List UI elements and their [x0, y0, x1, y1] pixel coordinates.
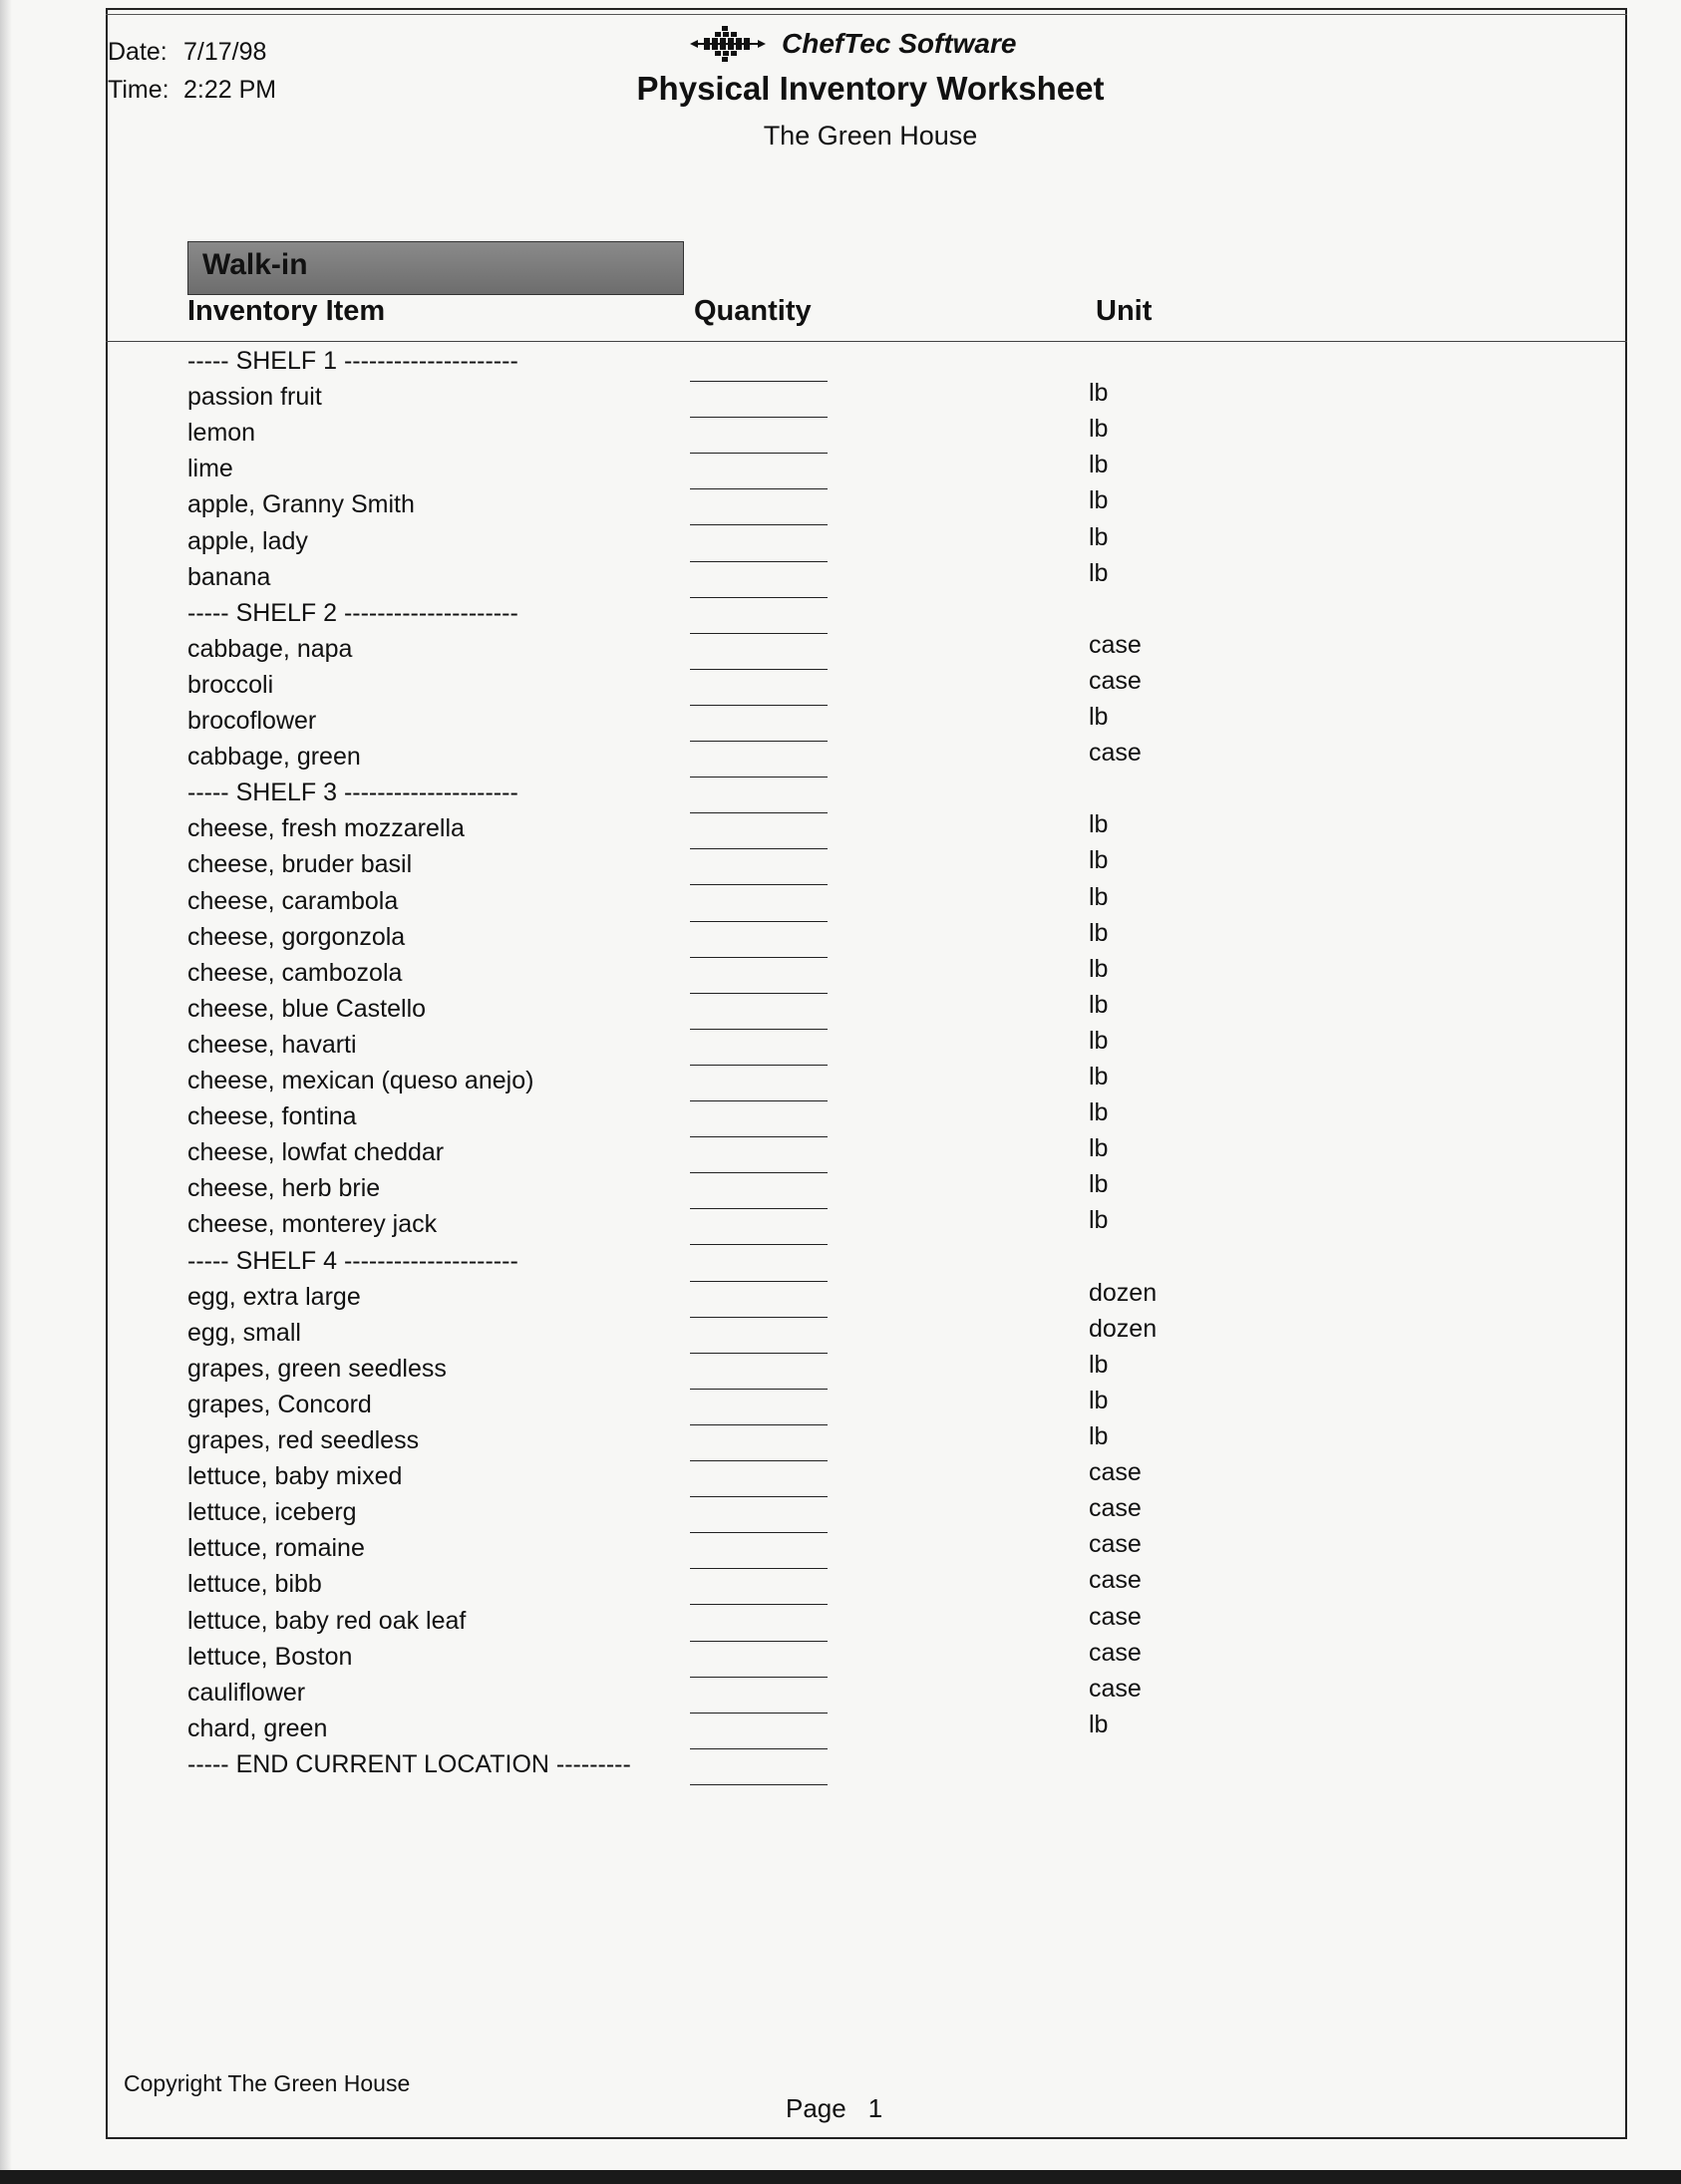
- quantity-entry-line[interactable]: [690, 993, 828, 994]
- page-subtitle: The Green House: [763, 121, 978, 151]
- quantity-entry-line[interactable]: [690, 705, 828, 706]
- inventory-unit: lb: [1089, 1134, 1109, 1163]
- inventory-unit: lb: [1089, 882, 1109, 911]
- table-row: [0, 846, 1681, 886]
- quantity-entry-line[interactable]: [690, 1353, 828, 1354]
- inventory-item-name: cheese, cambozola: [187, 958, 403, 987]
- quantity-entry-line[interactable]: [690, 524, 828, 525]
- inventory-unit: lb: [1089, 1206, 1109, 1235]
- table-row: [0, 954, 1681, 995]
- inventory-unit: lb: [1089, 379, 1109, 408]
- section-divider-row: [0, 1750, 1681, 1786]
- quantity-entry-line[interactable]: [690, 1496, 828, 1497]
- inventory-item-name: banana: [187, 562, 271, 591]
- inventory-unit: case: [1089, 630, 1142, 659]
- inventory-unit: case: [1089, 1602, 1142, 1631]
- table-row: [0, 1494, 1681, 1534]
- table-row: [0, 630, 1681, 671]
- inventory-unit: lb: [1089, 846, 1109, 875]
- quantity-entry-line[interactable]: [690, 1029, 828, 1030]
- quantity-entry-line[interactable]: [690, 561, 828, 562]
- inventory-item-name: lime: [187, 455, 233, 483]
- header-rule: [106, 341, 1627, 342]
- inventory-unit: case: [1089, 666, 1142, 695]
- page-label: Page: [786, 2093, 846, 2123]
- quantity-entry-line[interactable]: [690, 777, 828, 778]
- inventory-item-name: grapes, red seedless: [187, 1426, 420, 1454]
- inventory-item-name: cheese, havarti: [187, 1030, 357, 1059]
- table-row: [0, 1314, 1681, 1355]
- inventory-item-name: lettuce, baby mixed: [187, 1462, 403, 1491]
- inventory-unit: case: [1089, 1566, 1142, 1595]
- table-row: [0, 1674, 1681, 1715]
- inventory-item-name: ----- END CURRENT LOCATION ---------: [187, 1749, 631, 1778]
- inventory-unit: lb: [1089, 486, 1109, 515]
- table-row: [0, 990, 1681, 1031]
- brand-name: ChefTec Software: [782, 28, 1017, 59]
- table-row: [0, 918, 1681, 959]
- inventory-item-name: brocoflower: [187, 707, 317, 735]
- table-row: [0, 1206, 1681, 1246]
- inventory-item-name: grapes, Concord: [187, 1390, 372, 1418]
- table-row: [0, 451, 1681, 490]
- quantity-entry-line[interactable]: [690, 1389, 828, 1390]
- inventory-unit: case: [1089, 739, 1142, 768]
- inventory-unit: lb: [1089, 415, 1109, 444]
- table-row: [0, 415, 1681, 455]
- inventory-unit: lb: [1089, 522, 1109, 551]
- quantity-entry-line[interactable]: [690, 633, 828, 634]
- quantity-entry-line[interactable]: [690, 1641, 828, 1642]
- table-row: [0, 666, 1681, 707]
- table-row: [0, 558, 1681, 599]
- quantity-entry-line[interactable]: [690, 381, 828, 382]
- inventory-item-name: cheese, mexican (queso anejo): [187, 1067, 534, 1094]
- table-row: [0, 1638, 1681, 1679]
- inventory-item-name: lettuce, bibb: [187, 1570, 322, 1599]
- inventory-item-name: cabbage, green: [187, 743, 361, 772]
- inventory-item-name: lettuce, romaine: [187, 1534, 365, 1563]
- table-row: [0, 882, 1681, 923]
- table-row: [0, 1098, 1681, 1138]
- inventory-unit: lb: [1089, 1710, 1109, 1738]
- inventory-item-name: cheese, herb brie: [187, 1174, 381, 1203]
- inventory-item-name: ----- SHELF 1 ---------------------: [187, 347, 518, 375]
- table-row: [0, 1026, 1681, 1067]
- page-number-value: 1: [867, 2093, 883, 2123]
- quantity-entry-line[interactable]: [690, 1748, 828, 1749]
- inventory-item-name: ----- SHELF 3 ---------------------: [187, 779, 518, 807]
- table-row: [0, 1710, 1681, 1750]
- quantity-entry-line[interactable]: [690, 1424, 828, 1425]
- inventory-unit: case: [1089, 1638, 1142, 1667]
- quantity-entry-line[interactable]: [690, 1460, 828, 1461]
- column-header-item: Inventory Item: [187, 295, 386, 327]
- brand-header: [688, 22, 1016, 66]
- inventory-unit: lb: [1089, 703, 1109, 731]
- inventory-unit: lb: [1089, 451, 1109, 479]
- quantity-entry-line[interactable]: [690, 957, 828, 958]
- inventory-item-name: cheese, monterey jack: [187, 1210, 438, 1239]
- table-row: [0, 1386, 1681, 1426]
- section-divider-row: [0, 347, 1681, 383]
- inventory-item-name: grapes, green seedless: [187, 1354, 447, 1383]
- inventory-unit: lb: [1089, 990, 1109, 1019]
- date-line: [108, 38, 266, 67]
- quantity-entry-line[interactable]: [690, 417, 828, 418]
- quantity-entry-line[interactable]: [690, 1568, 828, 1569]
- inventory-item-name: cauliflower: [187, 1678, 306, 1707]
- inventory-unit: lb: [1089, 1098, 1109, 1127]
- inventory-item-name: lettuce, baby red oak leaf: [187, 1606, 467, 1635]
- table-row: [0, 739, 1681, 779]
- inventory-unit: dozen: [1089, 1278, 1158, 1307]
- inventory-item-name: cabbage, napa: [187, 634, 353, 663]
- inventory-unit: lb: [1089, 558, 1109, 587]
- quantity-entry-line[interactable]: [690, 1784, 828, 1785]
- inventory-item-name: cheese, fontina: [187, 1102, 357, 1131]
- quantity-entry-line[interactable]: [690, 741, 828, 742]
- inventory-item-name: passion fruit: [187, 383, 322, 412]
- scan-edge: [0, 2170, 1681, 2184]
- inventory-unit: lb: [1089, 918, 1109, 947]
- inventory-unit: dozen: [1089, 1314, 1158, 1343]
- table-row: [0, 1134, 1681, 1174]
- inventory-item-name: cheese, lowfat cheddar: [187, 1138, 445, 1167]
- inventory-item-name: lemon: [187, 419, 256, 448]
- time-value: 2:22 PM: [183, 76, 277, 104]
- time-label: Time:: [108, 76, 169, 104]
- table-row: [0, 1422, 1681, 1462]
- table-row: [0, 1170, 1681, 1210]
- table-row: [0, 1530, 1681, 1570]
- inventory-item-name: egg, extra large: [187, 1282, 361, 1311]
- copyright-text: Copyright The Green House: [124, 2070, 411, 2096]
- table-row: [0, 1458, 1681, 1498]
- inventory-unit: case: [1089, 1674, 1142, 1703]
- column-header-quantity: Quantity: [694, 295, 812, 327]
- quantity-entry-line[interactable]: [690, 453, 828, 454]
- inventory-unit: case: [1089, 1530, 1142, 1559]
- date-label: Date:: [108, 38, 168, 66]
- inventory-item-name: cheese, bruder basil: [187, 850, 413, 879]
- table-row: [0, 486, 1681, 526]
- quantity-entry-line[interactable]: [690, 1677, 828, 1678]
- inventory-unit: lb: [1089, 954, 1109, 983]
- quantity-entry-line[interactable]: [690, 1604, 828, 1605]
- inventory-item-name: apple, lady: [187, 526, 308, 555]
- table-row: [0, 1566, 1681, 1606]
- inventory-unit: lb: [1089, 1386, 1109, 1414]
- quantity-entry-line[interactable]: [690, 884, 828, 885]
- quantity-entry-line[interactable]: [690, 921, 828, 922]
- table-row: [0, 522, 1681, 563]
- table-row: [0, 810, 1681, 850]
- inventory-item-name: ----- SHELF 2 ---------------------: [187, 598, 518, 627]
- inventory-item-name: broccoli: [187, 670, 274, 699]
- quantity-entry-line[interactable]: [690, 669, 828, 670]
- inventory-item-name: egg, small: [187, 1318, 301, 1347]
- inventory-unit: lb: [1089, 1350, 1109, 1379]
- section-divider-row: [0, 779, 1681, 814]
- inventory-item-name: apple, Granny Smith: [187, 490, 415, 519]
- quantity-entry-line[interactable]: [690, 848, 828, 849]
- quantity-entry-line[interactable]: [690, 1100, 828, 1101]
- quantity-entry-line[interactable]: [690, 1065, 828, 1066]
- inventory-item-name: cheese, gorgonzola: [187, 922, 406, 951]
- inventory-unit: case: [1089, 1494, 1142, 1523]
- inventory-unit: lb: [1089, 1170, 1109, 1199]
- quantity-entry-line[interactable]: [690, 1136, 828, 1137]
- quantity-entry-line[interactable]: [690, 1244, 828, 1245]
- quantity-entry-line[interactable]: [690, 812, 828, 813]
- page-border-inner-rule: [106, 14, 1627, 15]
- inventory-item-name: chard, green: [187, 1714, 328, 1742]
- section-divider-row: [0, 599, 1681, 635]
- location-name: Walk-in: [202, 248, 308, 281]
- quantity-entry-line[interactable]: [690, 1281, 828, 1282]
- table-row: [0, 1350, 1681, 1391]
- inventory-unit: case: [1089, 1458, 1142, 1487]
- page-number: [786, 2093, 882, 2124]
- inventory-item-name: cheese, carambola: [187, 886, 399, 915]
- quantity-entry-line[interactable]: [690, 1532, 828, 1533]
- inventory-unit: lb: [1089, 1063, 1109, 1091]
- column-header-unit: Unit: [1096, 295, 1153, 327]
- inventory-item-name: cheese, fresh mozzarella: [187, 814, 465, 843]
- section-divider-row: [0, 1247, 1681, 1283]
- diamond-grid-logo-icon: [688, 24, 768, 64]
- inventory-unit: lb: [1089, 810, 1109, 839]
- quantity-entry-line[interactable]: [690, 488, 828, 489]
- table-row: [0, 379, 1681, 419]
- inventory-unit: lb: [1089, 1026, 1109, 1055]
- table-row: [0, 1063, 1681, 1102]
- quantity-entry-line[interactable]: [690, 1172, 828, 1173]
- inventory-item-name: cheese, blue Castello: [187, 994, 427, 1023]
- inventory-item-name: lettuce, iceberg: [187, 1498, 357, 1527]
- inventory-unit: lb: [1089, 1422, 1109, 1450]
- table-row: [0, 703, 1681, 743]
- inventory-item-name: lettuce, Boston: [187, 1642, 353, 1671]
- quantity-entry-line[interactable]: [690, 1713, 828, 1714]
- quantity-entry-line[interactable]: [690, 1208, 828, 1209]
- quantity-entry-line[interactable]: [690, 1317, 828, 1318]
- table-row: [0, 1278, 1681, 1319]
- page-title: Physical Inventory Worksheet: [636, 70, 1105, 107]
- inventory-item-name: ----- SHELF 4 ---------------------: [187, 1246, 518, 1275]
- table-row: [0, 1602, 1681, 1643]
- quantity-entry-line[interactable]: [690, 597, 828, 598]
- location-header: [187, 241, 684, 295]
- date-value: 7/17/98: [183, 38, 267, 66]
